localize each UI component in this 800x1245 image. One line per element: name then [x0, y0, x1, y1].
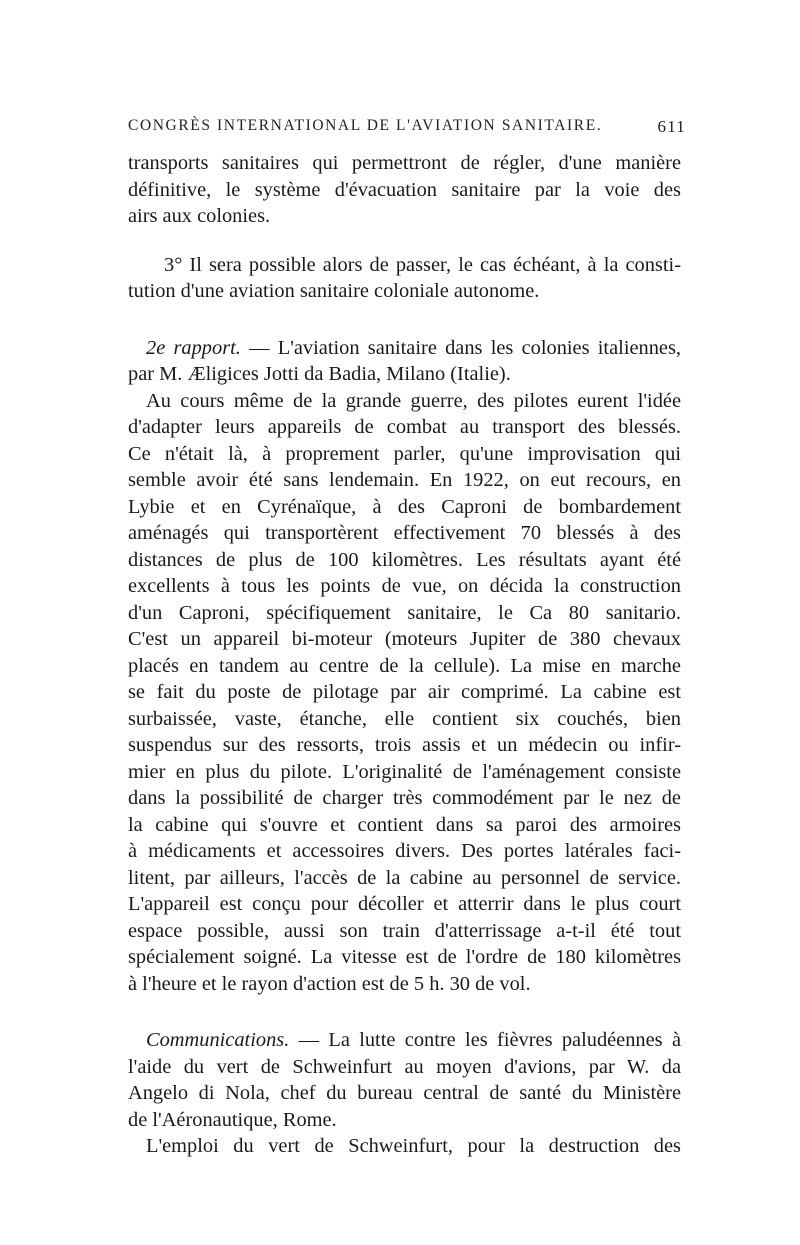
text-line: aménagés qui transportèrent effectivement 70 blessés à des [128, 522, 681, 544]
text-line: définitive, le système d'évacuation sanitaire par la voie des [128, 178, 681, 201]
text-line: placés en tandem au centre de la cellule). La mise en marche [128, 654, 681, 677]
text-line: Au cours même de la grande guerre, des pilotes eurent l'idée [146, 389, 681, 412]
paragraph-continuation [128, 150, 681, 230]
text-line: espace possible, aussi son train d'atterrissage a-t-il été tout [128, 919, 681, 942]
paragraph-point-3 [128, 252, 681, 305]
running-title: CONGRÈS INTERNATIONAL DE L'AVIATION SANITAIRE. [128, 117, 603, 134]
text-line: spécialement soigné. La vitesse est de l'ordre de 180 kilomètres [128, 946, 681, 968]
text-line: transports sanitaires qui permettront de régler, d'une manière [128, 152, 681, 174]
communications-label: Communications. [146, 1029, 290, 1051]
text-line [128, 1027, 681, 1054]
text-line: à l'heure et le rayon d'action est de 5 h. 30 de vol. [128, 972, 531, 995]
paragraph-second-report [128, 335, 681, 388]
text-line: distances de plus de 100 kilomètres. Les résultats ayant été [128, 548, 681, 571]
text-line: Angelo di Nola, chef du bureau central de santé du Ministère [128, 1082, 681, 1104]
text-line: C'est un appareil bi-moteur (moteurs Jupiter de 380 chevaux [128, 628, 681, 650]
text-line: à médicaments et accessoires divers. Des portes latérales faci- [128, 840, 681, 862]
text-line: suspendus sur des ressorts, trois assis et un médecin ou infir- [128, 734, 681, 756]
text-line: mier en plus du pilote. L'originalité de l'aménagement consiste [128, 760, 681, 783]
text-line: d'un Caproni, spécifiquement sanitaire, le Ca 80 sanitario. [128, 601, 681, 624]
paragraph-communications [128, 1027, 681, 1133]
text-line: dans la possibilité de charger très commodément par le nez de [128, 787, 681, 809]
report-label: 2e rapport. [146, 336, 241, 359]
text-line: L'appareil est conçu pour décoller et atterrir dans le plus court [128, 893, 681, 915]
text-line: la cabine qui s'ouvre et contient dans sa paroi des armoires [128, 813, 681, 836]
text-line: Lybie et en Cyrénaïque, à des Caproni de bombardement [128, 495, 681, 518]
text-line: 3° Il sera possible alors de passer, le cas échéant, à la consti- [164, 253, 681, 276]
text-line: se fait du poste de pilotage par air comprimé. La cabine est [128, 681, 681, 703]
paragraph-schweinfurt [128, 1133, 681, 1160]
text-line: excellents à tous les points de vue, on décida la construction [128, 575, 681, 597]
communications-title: — La lutte contre les fièvres paludéennes à [289, 1029, 681, 1051]
text-line: de l'Aéronautique, Rome. [128, 1108, 337, 1131]
text-line: surbaissée, vaste, étanche, elle contient six couchés, bien [128, 707, 681, 730]
text-line: Ce n'était là, à proprement parler, qu'une improvisation qui [128, 442, 681, 465]
text-line: tution d'une aviation sanitaire coloniale autonome. [128, 280, 540, 302]
report-title: — L'aviation sanitaire dans les colonies italiennes, [240, 336, 682, 359]
body-text [128, 150, 681, 1160]
text-line: L'emploi du vert de Schweinfurt, pour la destruction des [146, 1135, 681, 1157]
text-line: d'adapter leurs appareils de combat au transport des blessés. [128, 416, 681, 438]
paragraph-caproni [128, 388, 681, 998]
text-line [128, 335, 681, 362]
text-line: airs aux colonies. [128, 205, 271, 227]
text-line: litent, par ailleurs, l'accès de la cabine au personnel de service. [128, 866, 681, 889]
text-line: semble avoir été sans lendemain. En 1922, on eut recours, en [128, 469, 681, 491]
page-number: 611 [657, 117, 686, 136]
running-header [128, 117, 686, 137]
text-line: l'aide du vert de Schweinfurt au moyen d'avions, par W. da [128, 1055, 681, 1078]
text-line: par M. Æligices Jotti da Badia, Milano (Italie). [128, 363, 511, 385]
